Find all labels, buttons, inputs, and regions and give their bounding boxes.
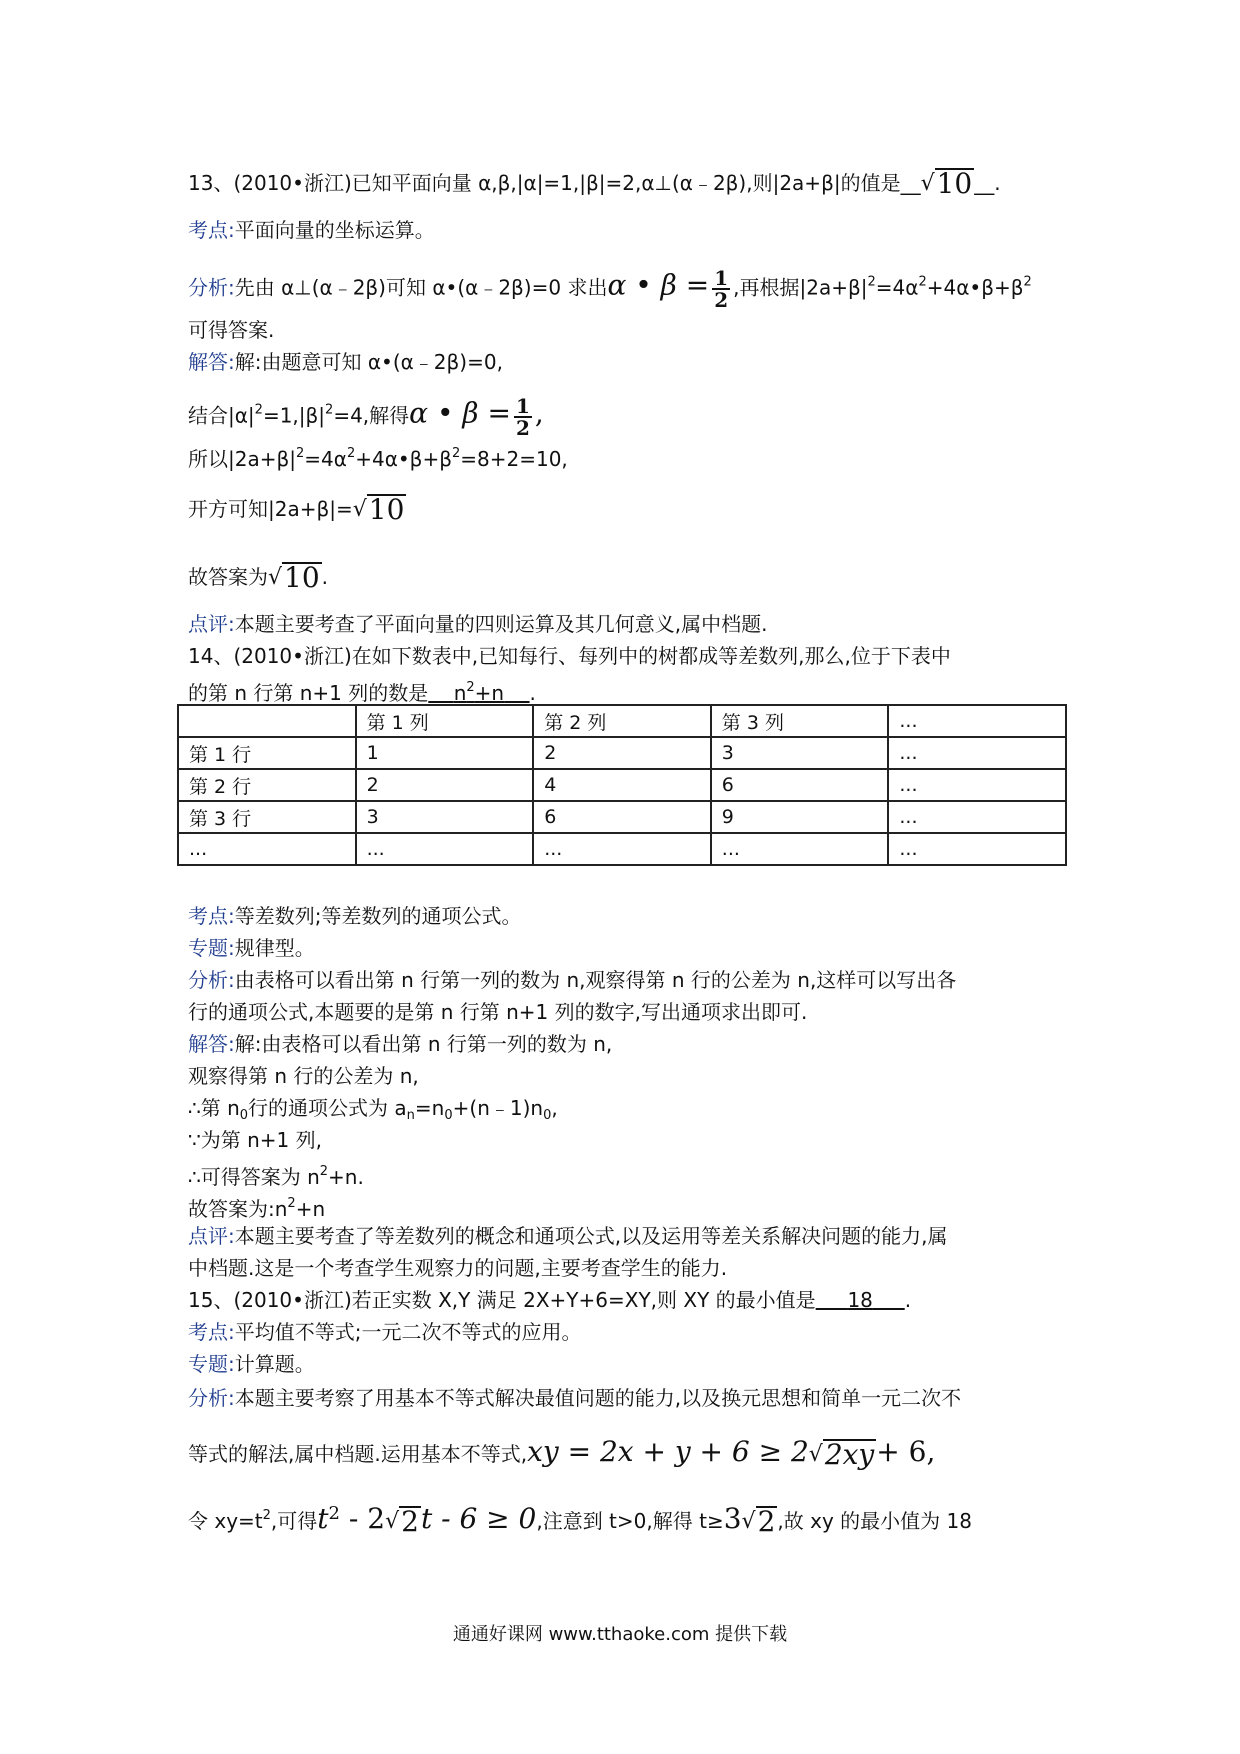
q13-answer-radicand: 10 [936,167,973,200]
jieda-label: 解答: [188,350,235,374]
text: 故答案为 [188,565,268,589]
table-cell: 9 [711,801,889,833]
q13-fenxi-mid: ,再根据|2a+β| [733,275,868,300]
text: 的第 n 行第 n+1 列的数是 [188,681,429,705]
sqrt-2xy: √ 2xy [808,1438,875,1471]
frac-den: 2 [515,416,530,440]
radicand: 2xy [824,1438,875,1471]
table-cell: ... [533,833,711,865]
q13-jieda [188,348,503,376]
sub: 0 [239,1108,249,1123]
table-cell: 第 1 列 [356,705,534,737]
text: +4α•β+β [355,447,452,471]
text: 3 [723,1502,742,1535]
q13-jieda-line3 [188,440,568,473]
q13-dianping [188,610,767,638]
text: , [551,1096,558,1120]
q13-fenxi [188,268,1032,310]
q14-jieda-line4: ∵为第 n+1 列, [188,1128,322,1152]
q15-fenxi [188,1384,961,1412]
kaodian-label: 考点: [188,1320,235,1344]
sub: n [406,1108,415,1123]
sqrt-2: √ 2 [741,1505,776,1538]
table-cell: 2 [533,737,711,769]
q13-question-text: 13、(2010•浙江)已知平面向量 α,β,|α|=1,|β|=2,α⊥(α﹣2β),则|2a+β|的值是 [188,171,901,195]
q15-question [188,1286,911,1314]
sup-2: 2 [287,1196,296,1211]
text: 18 [847,1288,873,1312]
q13-jieda-line4 [188,494,406,524]
sup-2: 2 [328,1503,340,1524]
radicand: 10 [284,561,320,594]
sub: 0 [444,1108,453,1123]
q14-jieda-line2: 观察得第 n 行的公差为 n, [188,1064,419,1088]
q15-answer [816,1288,905,1312]
text: +n. [328,1165,364,1189]
text: ,可得 [270,1509,318,1533]
text: 规律型。 [234,936,315,960]
q14-kaodian [188,902,522,930]
q13-fenxi-text: 先由 α⊥(α﹣2β)可知 α•(α﹣2β)=0 求出 [234,275,608,300]
q13-jieda-line2 [188,396,544,438]
table-cell [178,705,356,737]
text: +n [295,1197,326,1221]
text: ∴可得答案为 n [188,1165,320,1189]
q14-answer [428,681,529,705]
table-cell: ... [888,833,1066,865]
q14-dianping [188,1222,947,1250]
text: 由表格可以看出第 n 行第一列的数为 n,观察得第 n 行的公差为 n,这样可以写出各 [234,968,957,992]
radicand: 10 [368,493,405,526]
text: ∴第 n [188,1096,240,1120]
table-cell: 4 [533,769,711,801]
q13-question [188,168,1001,198]
table-cell: ... [888,769,1066,801]
q13-answer: √ 10 [920,167,973,200]
text: ,注意到 t>0,解得 t≥ [536,1509,724,1533]
fenxi-label: 分析: [188,1386,235,1410]
text: 令 xy=t [188,1509,263,1533]
table-cell: 1 [356,737,534,769]
q13-pad-right: __ [974,171,995,195]
text: ,故 xy 的最小值为 18 [777,1509,972,1533]
sup-2: 2 [262,1508,271,1523]
text: 结合|α| [188,403,255,428]
q13-jieda-math: α • β = [409,396,511,430]
text: =4α [304,447,347,471]
table-row [178,801,1066,833]
table-cell: 第 2 列 [533,705,711,737]
table-cell: 3 [711,737,889,769]
sup-2: 2 [1023,274,1032,290]
sup-2: 2 [295,446,305,461]
sup-2: 2 [466,680,475,695]
zhuanti-label: 专题: [188,936,235,960]
table-row [178,737,1066,769]
radicand: 2 [757,1505,776,1538]
table-cell: ... [888,705,1066,737]
number-table [177,704,1067,866]
table-cell: 第 3 行 [178,801,356,833]
q14-line1: 14、(2010•浙江)在如下数表中,已知每行、每列中的树都成等差数列,那么,位于下表中 [188,644,951,668]
table-cell: ... [178,833,356,865]
text: +(n﹣1)n [452,1096,544,1120]
sup-2: 2 [319,1164,329,1179]
dianping-label: 点评: [188,1224,235,1248]
q14-zhuanti [188,934,315,962]
text: 平均值不等式;一元二次不等式的应用。 [234,1320,582,1344]
q13-kaodian [188,216,435,244]
zhuanti-label: 专题: [188,1352,235,1376]
table-cell: 第 2 行 [178,769,356,801]
sup-2: 2 [346,446,356,461]
table-cell: 第 3 列 [711,705,889,737]
text: 开方可知|2a+β|= [188,497,353,521]
text: + 6, [876,1435,936,1468]
text: . [321,565,329,589]
q13-fenxi-tail2: +4α•β+β [926,275,1024,300]
q14-jieda-line6 [188,1190,325,1223]
q15-kaodian [188,1318,582,1346]
jieda-label: 解答: [188,1032,235,1056]
q15-zhuanti [188,1350,315,1378]
q13-dianping-text: 本题主要考查了平面向量的四则运算及其几何意义,属中档题. [234,612,768,636]
q13-fenxi-line2: 可得答案. [188,318,275,342]
q14-dianping-line2: 中档题.这是一个考查学生观察力的问题,主要考查学生的能力. [188,1256,728,1280]
text: - 2 [340,1502,386,1535]
dianping-label: 点评: [188,612,235,636]
q14-jieda-line5 [188,1158,364,1191]
frac-num: 1 [714,266,729,290]
table-cell: ... [356,833,534,865]
sup-2: 2 [867,274,876,290]
text: 故答案为:n [188,1197,288,1221]
q14-fenxi-line2: 行的通项公式,本题要的是第 n 行第 n+1 列的数字,写出通项求出即可. [188,1000,808,1024]
table-header-row [178,705,1066,737]
fenxi-label: 分析: [188,968,235,992]
q14-fenxi [188,966,956,994]
text: =4,解得 [333,403,410,428]
t-var: t [317,1502,329,1535]
q13-fenxi-math: α • β = [607,268,710,302]
text: =n [414,1096,445,1120]
q13-fenxi-fraction [712,268,730,310]
page-footer: 通通好课网 www.tthaoke.com 提供下载 [452,1624,788,1645]
sup-2: 2 [254,402,263,418]
text: 所以|2a+β| [188,447,296,471]
table-cell: 第 1 行 [178,737,356,769]
text: . [904,1288,912,1312]
text: t - 6 ≥ 0 [420,1502,537,1535]
q15-fenxi-line3 [188,1500,972,1536]
q14-jieda-line3 [188,1094,558,1130]
text: =8+2=10, [460,447,568,471]
text: . [529,681,536,705]
text: 本题主要考察了用基本不等式解决最值问题的能力,以及换元思想和简单一元二次不 [234,1386,962,1410]
text: =1,|β| [262,403,326,428]
table-cell: 6 [533,801,711,833]
table-cell: ... [888,801,1066,833]
q15-inequality: xy = 2x + y + 6 ≥ 2 [527,1435,809,1468]
text: 等差数列;等差数列的通项公式。 [234,904,522,928]
text: +n [474,681,505,705]
kaodian-label: 考点: [188,904,235,928]
sup-2: 2 [451,446,461,461]
q14-jieda [188,1030,612,1058]
sqrt-10: √ 10 [268,561,320,594]
sup-2: 2 [918,274,927,290]
text: n [453,681,467,705]
q13-jieda-line1: 解:由题意可知 α•(α﹣2β)=0, [234,350,503,374]
q13-fenxi-tail: =4α [875,275,919,300]
comma: , [534,396,544,430]
q13-pad-left: __ [900,171,921,195]
fenxi-label: 分析: [188,275,235,300]
q13-question-end: . [994,171,1001,195]
q13-jieda-line5 [188,562,328,592]
table-cell: 6 [711,769,889,801]
table-row [178,769,1066,801]
sqrt-10: √ 10 [352,493,405,526]
text: 解:由表格可以看出第 n 行第一列的数为 n, [234,1032,613,1056]
text: 计算题。 [234,1352,315,1376]
table-row [178,833,1066,865]
table-cell: ... [711,833,889,865]
sub: 0 [543,1108,552,1123]
sqrt-2: √ 2 [385,1505,419,1538]
text: 等式的解法,属中档题.运用基本不等式, [188,1442,528,1466]
q13-jieda-fraction [514,396,532,438]
table-cell: 3 [356,801,534,833]
frac-den: 2 [714,288,729,312]
frac-num: 1 [515,394,530,418]
text: 行的通项公式为 a [248,1096,407,1120]
text: 15、(2010•浙江)若正实数 X,Y 满足 2X+Y+6=XY,则 XY 的最小值是 [188,1288,816,1312]
kaodian-label: 考点: [188,218,235,242]
q15-fenxi-line2 [188,1435,936,1471]
text: 本题主要考查了等差数列的概念和通项公式,以及运用等差关系解决问题的能力,属 [234,1224,948,1248]
radicand: 2 [401,1505,419,1538]
sup-2: 2 [325,402,334,418]
table-cell: 2 [356,769,534,801]
q13-kaodian-text: 平面向量的坐标运算。 [234,218,435,242]
table-cell: ... [888,737,1066,769]
q14-line2 [188,674,536,707]
